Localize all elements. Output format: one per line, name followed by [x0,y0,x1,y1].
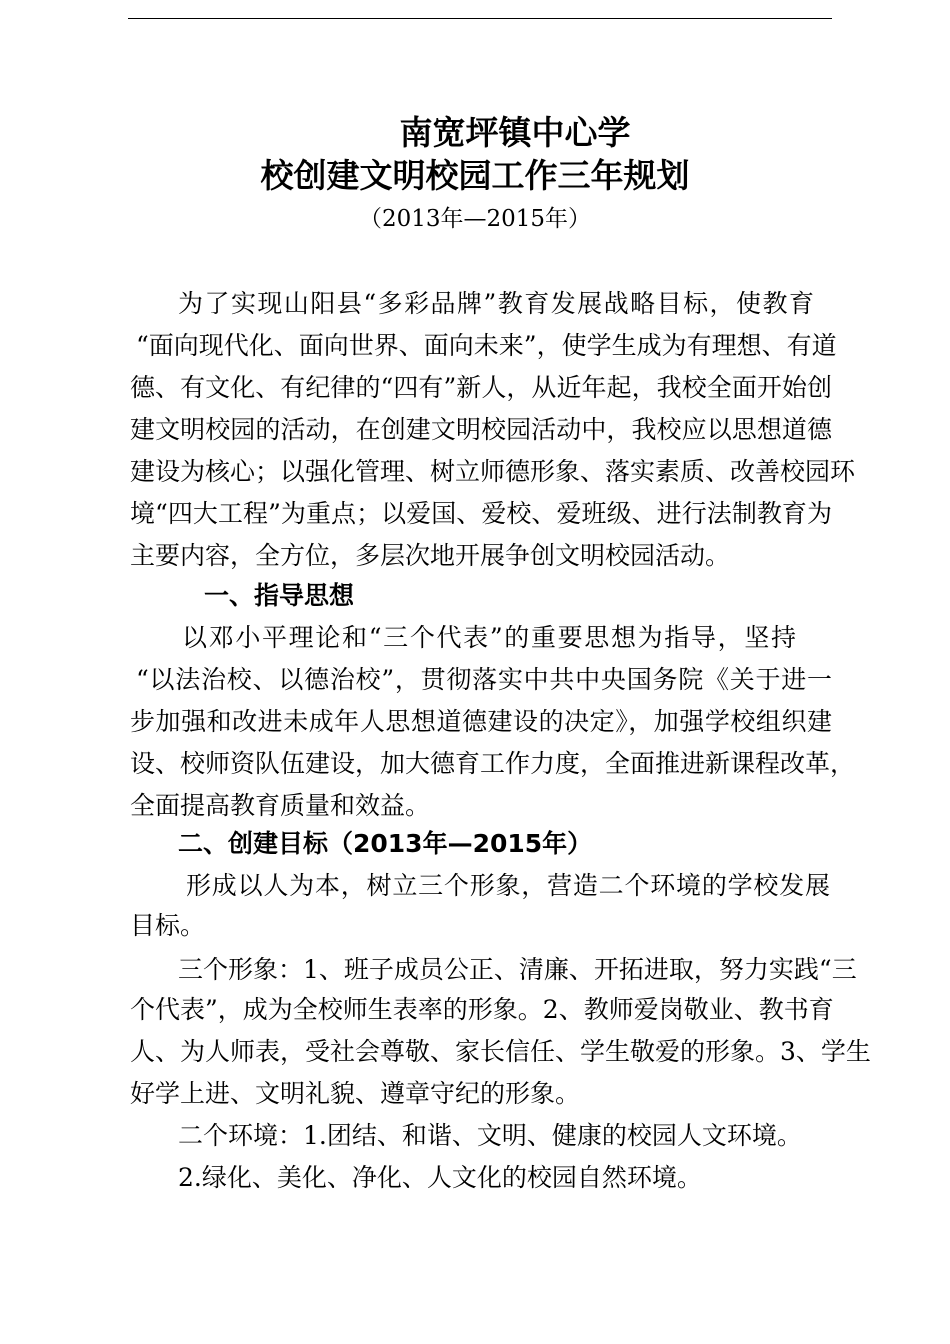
intro-line: 主要内容，全方位，多层次地开展争创文明校园活动。 [130,541,731,570]
document-years: （2013年—2015年） [358,206,592,232]
document-title-line-1: 南宽坪镇中心学 [399,113,631,152]
section2-line: 目标。 [130,911,206,940]
section-heading-goals: 二、创建目标（2013年—2015年） [178,829,593,858]
section1-line: 设、校师资队伍建设，加大德育工作力度，全面推进新课程改革， [130,749,856,778]
section2-line: 三个形象：1、班子成员公正、清廉、开拓进取，努力实践“三 [178,955,857,984]
document-title-line-2: 校创建文明校园工作三年规划 [260,156,690,195]
section2-line: 二个环境：1.团结、和谐、文明、健康的校园人文环境。 [178,1121,802,1150]
section1-line: “以法治校、以德治校”，贯彻落实中共中央国务院《关于进一 [136,665,832,694]
intro-line: 为了实现山阳县“多彩品牌”教育发展战略目标，使教育 [178,289,814,318]
section2-line: 人、为人师表，受社会尊敬、家长信任、学生敬爱的形象。3、学生 [130,1037,871,1066]
section2-line: 2.绿化、美化、净化、人文化的校园自然环境。 [178,1163,702,1192]
section-heading-guiding-ideology: 一、指导思想 [204,581,355,610]
intro-line: 境“四大工程”为重点；以爱国、爱校、爱班级、进行法制教育为 [130,499,832,528]
section1-line: 全面提高教育质量和效益。 [130,791,431,820]
section2-line: 好学上进、文明礼貌、遵章守纪的形象。 [130,1079,581,1108]
section1-line: 以邓小平理论和“三个代表”的重要思想为指导，坚持 [182,623,796,652]
intro-line: 建文明校园的活动，在创建文明校园活动中，我校应以思想道德 [130,415,832,444]
intro-line: 建设为核心；以强化管理、树立师德形象、落实素质、改善校园环 [130,457,856,486]
section1-line: 步加强和改进未成年人思想道德建设的决定》，加强学校组织建 [130,707,832,736]
header-rule [128,18,832,19]
section2-line: 个代表”，成为全校师生表率的形象。2、教师爱岗敬业、教书育 [130,995,834,1024]
section2-line: 形成以人为本，树立三个形象，营造二个环境的学校发展 [186,871,830,900]
intro-line: “面向现代化、面向世界、面向未来”，使学生成为有理想、有道 [136,331,837,360]
intro-line: 德、有文化、有纪律的“四有”新人，从近年起，我校全面开始创 [130,373,832,402]
